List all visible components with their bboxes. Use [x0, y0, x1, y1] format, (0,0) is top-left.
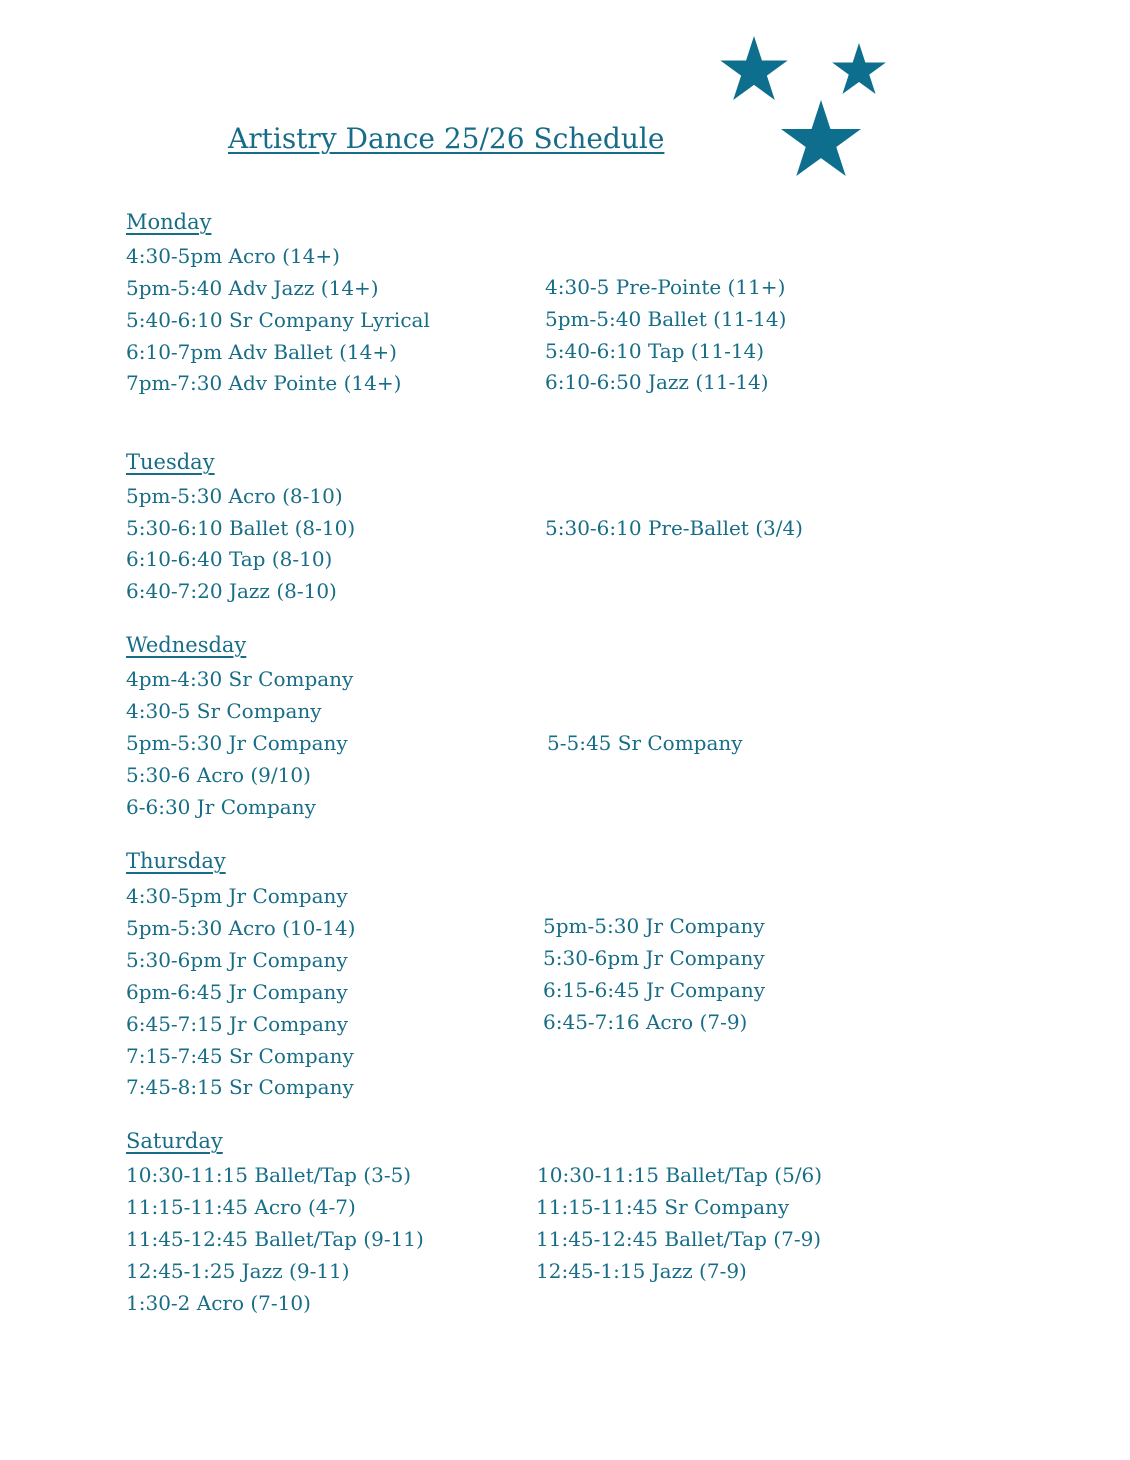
- schedule-item: 11:45-12:45 Ballet/Tap (9-11): [126, 1227, 424, 1251]
- schedule-item: 5pm-5:40 Adv Jazz (14+): [126, 276, 379, 300]
- schedule-item: 5pm-5:40 Ballet (11-14): [545, 307, 787, 331]
- schedule-item: 6:15-6:45 Jr Company: [543, 978, 766, 1002]
- day-heading-wednesday: Wednesday: [126, 633, 247, 657]
- schedule-item: 11:45-12:45 Ballet/Tap (7-9): [536, 1227, 822, 1251]
- schedule-item: 11:15-11:45 Acro (4-7): [126, 1195, 356, 1219]
- schedule-item: 4pm-4:30 Sr Company: [126, 667, 354, 691]
- schedule-item: 5:30-6pm Jr Company: [543, 946, 765, 970]
- schedule-item: 6:45-7:16 Acro (7-9): [543, 1010, 748, 1034]
- day-heading-tuesday: Tuesday: [126, 450, 215, 474]
- star-icon: [720, 36, 788, 100]
- schedule-item: 6:10-6:40 Tap (8-10): [126, 547, 333, 571]
- page-title: Artistry Dance 25/26 Schedule: [228, 122, 665, 155]
- schedule-item: 7pm-7:30 Adv Pointe (14+): [126, 371, 402, 395]
- schedule-item: 6pm-6:45 Jr Company: [126, 980, 348, 1004]
- schedule-item: 11:15-11:45 Sr Company: [536, 1195, 790, 1219]
- schedule-item: 4:30-5 Sr Company: [126, 699, 322, 723]
- day-heading-saturday: Saturday: [126, 1129, 223, 1153]
- schedule-item: 5pm-5:30 Acro (10-14): [126, 916, 356, 940]
- schedule-item: 5-5:45 Sr Company: [547, 731, 743, 755]
- schedule-item: 6:40-7:20 Jazz (8-10): [126, 579, 337, 603]
- schedule-item: 6:45-7:15 Jr Company: [126, 1012, 349, 1036]
- schedule-item: 4:30-5 Pre-Pointe (11+): [545, 275, 786, 299]
- schedule-item: 7:45-8:15 Sr Company: [126, 1075, 354, 1099]
- day-heading-monday: Monday: [126, 210, 212, 234]
- schedule-item: 5pm-5:30 Acro (8-10): [126, 484, 343, 508]
- schedule-item: 10:30-11:15 Ballet/Tap (3-5): [126, 1163, 412, 1187]
- schedule-item: 5:30-6 Acro (9/10): [126, 763, 311, 787]
- schedule-item: 6:10-6:50 Jazz (11-14): [545, 370, 769, 394]
- schedule-item: 4:30-5pm Jr Company: [126, 884, 348, 908]
- schedule-item: 12:45-1:15 Jazz (7-9): [536, 1259, 747, 1283]
- schedule-item: 10:30-11:15 Ballet/Tap (5/6): [537, 1163, 823, 1187]
- schedule-item: 5:30-6pm Jr Company: [126, 948, 348, 972]
- schedule-item: 1:30-2 Acro (7-10): [126, 1291, 311, 1315]
- schedule-item: 5:40-6:10 Sr Company Lyrical: [126, 308, 430, 332]
- schedule-item: 5:40-6:10 Tap (11-14): [545, 339, 765, 363]
- schedule-item: 7:15-7:45 Sr Company: [126, 1044, 354, 1068]
- star-icon: [832, 43, 886, 94]
- schedule-item: 6-6:30 Jr Company: [126, 795, 316, 819]
- schedule-item: 12:45-1:25 Jazz (9-11): [126, 1259, 350, 1283]
- schedule-item: 5:30-6:10 Pre-Ballet (3/4): [545, 516, 803, 540]
- day-heading-thursday: Thursday: [126, 849, 226, 873]
- schedule-item: 4:30-5pm Acro (14+): [126, 244, 340, 268]
- schedule-item: 5:30-6:10 Ballet (8-10): [126, 516, 356, 540]
- star-icon: [781, 100, 861, 176]
- schedule-item: 6:10-7pm Adv Ballet (14+): [126, 340, 397, 364]
- schedule-item: 5pm-5:30 Jr Company: [543, 914, 765, 938]
- schedule-item: 5pm-5:30 Jr Company: [126, 731, 348, 755]
